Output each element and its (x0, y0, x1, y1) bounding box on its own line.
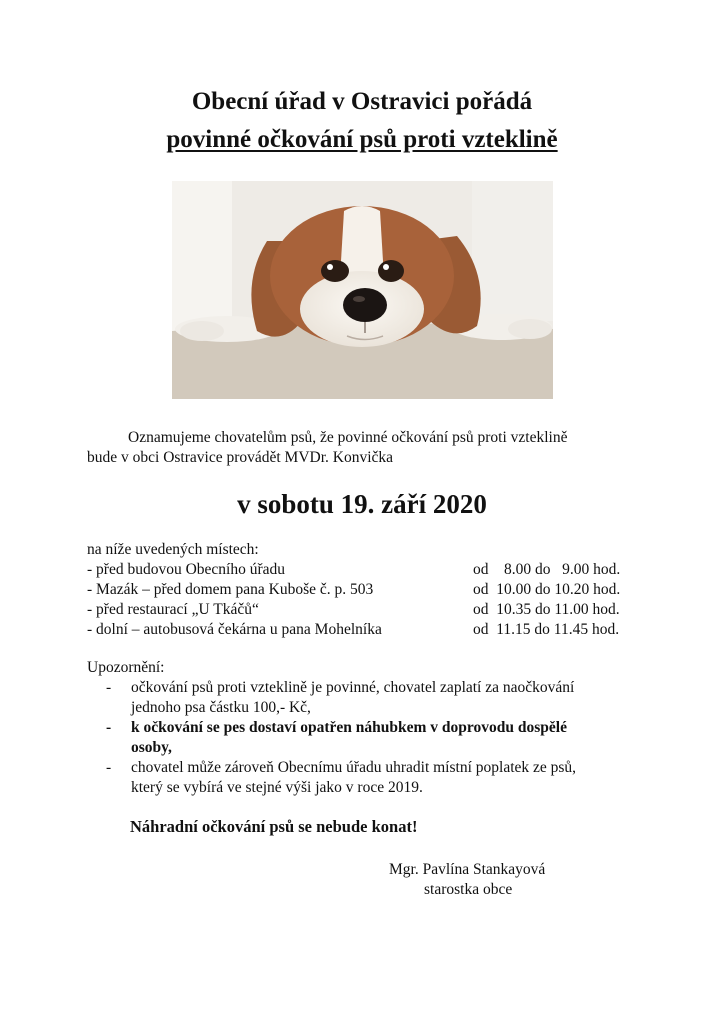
schedule-time: od 10.35 do 11.00 hod. (473, 601, 620, 618)
bullet-dash: - (106, 719, 112, 736)
schedule-time: od 10.00 do 10.20 hod. (473, 581, 621, 598)
schedule-row (87, 580, 637, 600)
warning-item (87, 678, 637, 718)
schedule-time: od 11.15 do 11.45 hod. (473, 621, 620, 638)
schedule-row (87, 620, 637, 640)
bullet-dash: - (106, 679, 112, 696)
dog-illustration (172, 181, 553, 399)
intro-line-2: bude v obci Ostravice provádět MVDr. Konvička (87, 449, 394, 466)
places-intro: na níže uvedených místech: (87, 541, 259, 558)
warning-item (87, 718, 637, 758)
schedule-place: - Mazák – před domem pana Kuboše č. p. 503 (87, 581, 374, 598)
schedule-place: - před restaurací „U Tkáčů“ (87, 601, 259, 618)
schedule-place: - před budovou Obecního úřadu (87, 561, 286, 578)
signature-name: Mgr. Pavlína Stankayová (389, 861, 546, 878)
warning-line: který se vybírá ve stejné výši jako v roce 2019. (131, 779, 423, 796)
schedule-time: od 8.00 do 9.00 hod. (473, 561, 621, 578)
page-subtitle (0, 124, 724, 156)
final-note: Náhradní očkování psů se nebude konat! (130, 817, 418, 836)
page-title: Obecní úřad v Ostravici pořádá (191, 88, 533, 115)
event-date: v sobotu 19. září 2020 (237, 489, 487, 519)
bullet-dash: - (106, 759, 112, 776)
schedule-place: - dolní – autobusová čekárna u pana Mohelníka (87, 621, 382, 638)
warning-line: očkování psů proti vzteklině je povinné, chovatel zaplatí za naočkování (131, 679, 575, 696)
dog-photo (172, 181, 553, 399)
warning-line: jednoho psa částku 100,- Kč, (131, 699, 311, 716)
page-subtitle-text: povinné očkování psů proti vzteklině (166, 126, 558, 153)
signature-role: starostka obce (424, 881, 513, 898)
warnings-heading: Upozornění: (87, 659, 165, 676)
warning-item (87, 758, 637, 798)
warning-line: chovatel může zároveň Obecnímu úřadu uhradit místní poplatek ze psů, (131, 759, 577, 776)
warning-line: k očkování se pes dostaví opatřen náhubkem v doprovodu dospělé (131, 719, 567, 736)
intro-line-1: Oznamujeme chovatelům psů, že povinné očkování psů proti vzteklině (128, 429, 568, 446)
schedule-row (87, 600, 637, 620)
warning-line: osoby, (131, 739, 172, 756)
schedule-row (87, 560, 637, 580)
